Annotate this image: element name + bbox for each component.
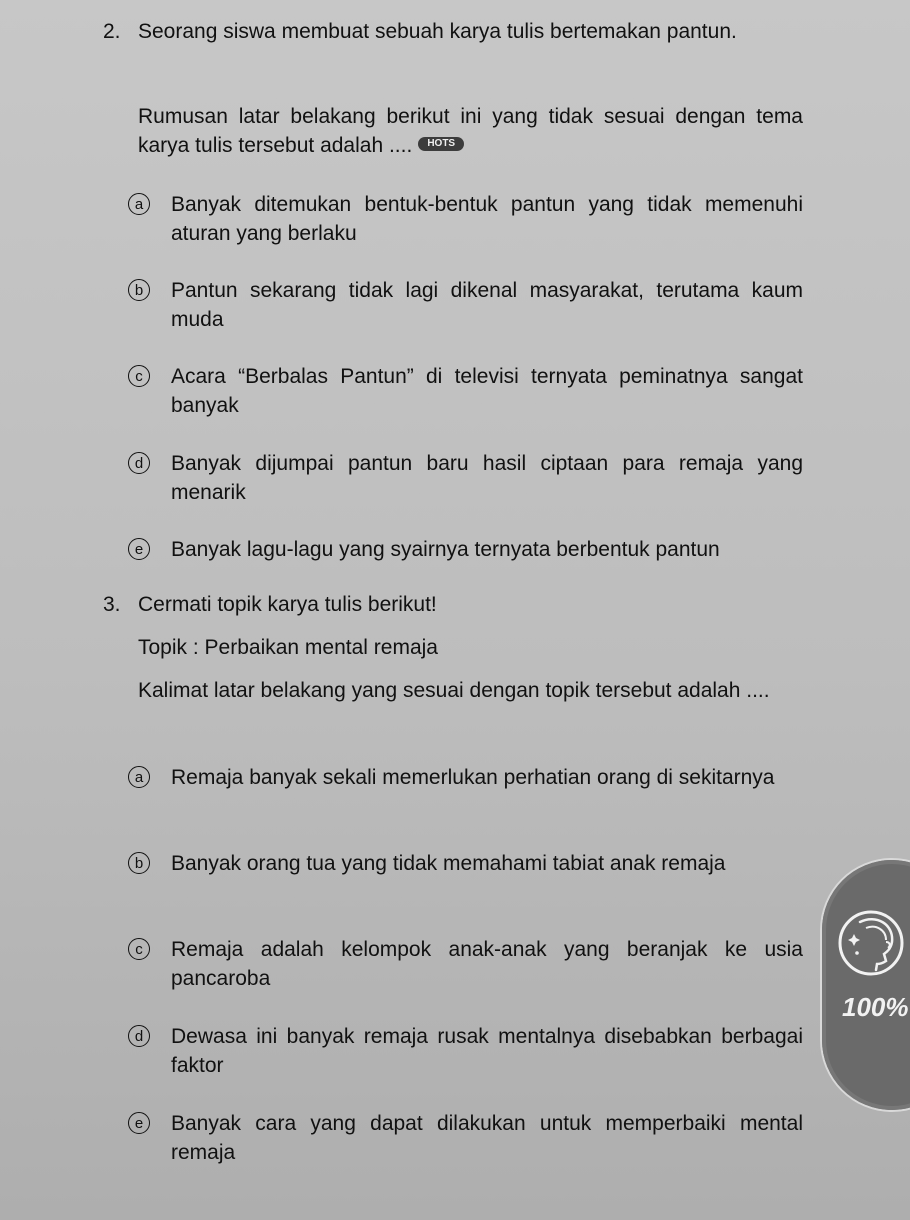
q3-option-c[interactable] <box>128 935 803 993</box>
q2-option-e[interactable] <box>128 535 803 564</box>
question-3-prompt: Kalimat latar belakang yang sesuai dengan topik tersebut adalah .... <box>138 679 770 702</box>
option-letter: d <box>128 452 150 474</box>
beauty-filter-widget[interactable] <box>822 860 910 1110</box>
option-letter: a <box>128 193 150 215</box>
option-text: Pantun sekarang tidak lagi dikenal masyarakat, terutama kaum muda <box>171 279 803 331</box>
q2-option-c[interactable] <box>128 362 803 420</box>
question-number: 3. <box>103 593 121 616</box>
option-letter: c <box>128 938 150 960</box>
option-letter: e <box>128 1112 150 1134</box>
q2-option-b[interactable] <box>128 276 803 334</box>
percentage-label: 100% <box>842 992 909 1022</box>
question-2-prompt <box>138 102 803 160</box>
q3-option-b[interactable] <box>128 849 803 878</box>
option-text: Banyak lagu-lagu yang syairnya ternyata berbentuk pantun <box>171 538 720 561</box>
q3-option-d[interactable] <box>128 1022 803 1080</box>
option-text: Banyak dijumpai pantun baru hasil ciptaan para remaja yang menarik <box>171 452 803 504</box>
option-letter: e <box>128 538 150 560</box>
question-2-stem <box>103 17 803 46</box>
q3-option-e[interactable] <box>128 1109 803 1167</box>
prompt-text: Rumusan latar belakang berikut ini yang tidak sesuai dengan tema karya tulis tersebut adalah .... <box>138 105 803 157</box>
option-text: Banyak cara yang dapat dilakukan untuk memperbaiki mental remaja <box>171 1112 803 1164</box>
option-text: Dewasa ini banyak remaja rusak mentalnya disebabkan berbagai faktor <box>171 1025 803 1077</box>
question-text: Seorang siswa membuat sebuah karya tulis bertemakan pantun. <box>138 20 737 43</box>
option-letter: c <box>128 365 150 387</box>
option-letter: a <box>128 766 150 788</box>
option-text: Remaja adalah kelompok anak-anak yang beranjak ke usia pancaroba <box>171 938 803 990</box>
q3-option-a[interactable] <box>128 763 803 792</box>
option-text: Remaja banyak sekali memerlukan perhatian orang di sekitarnya <box>171 766 775 789</box>
hots-badge: HOTS <box>418 137 464 151</box>
option-text: Banyak orang tua yang tidak memahami tabiat anak remaja <box>171 852 726 875</box>
q2-option-d[interactable] <box>128 449 803 507</box>
option-letter: b <box>128 852 150 874</box>
question-number: 2. <box>103 20 121 43</box>
q2-option-a[interactable] <box>128 190 803 248</box>
question-text: Cermati topik karya tulis berikut! <box>138 593 437 616</box>
option-letter: d <box>128 1025 150 1047</box>
option-letter: b <box>128 279 150 301</box>
option-text: Banyak ditemukan bentuk-bentuk pantun yang tidak memenuhi aturan yang berlaku <box>171 193 803 245</box>
option-text: Acara “Berbalas Pantun” di televisi ternyata peminatnya sangat banyak <box>171 365 803 417</box>
question-3-stem <box>103 590 803 619</box>
question-3-topic: Topik : Perbaikan mental remaja <box>138 636 438 659</box>
face-profile-icon <box>836 908 906 978</box>
